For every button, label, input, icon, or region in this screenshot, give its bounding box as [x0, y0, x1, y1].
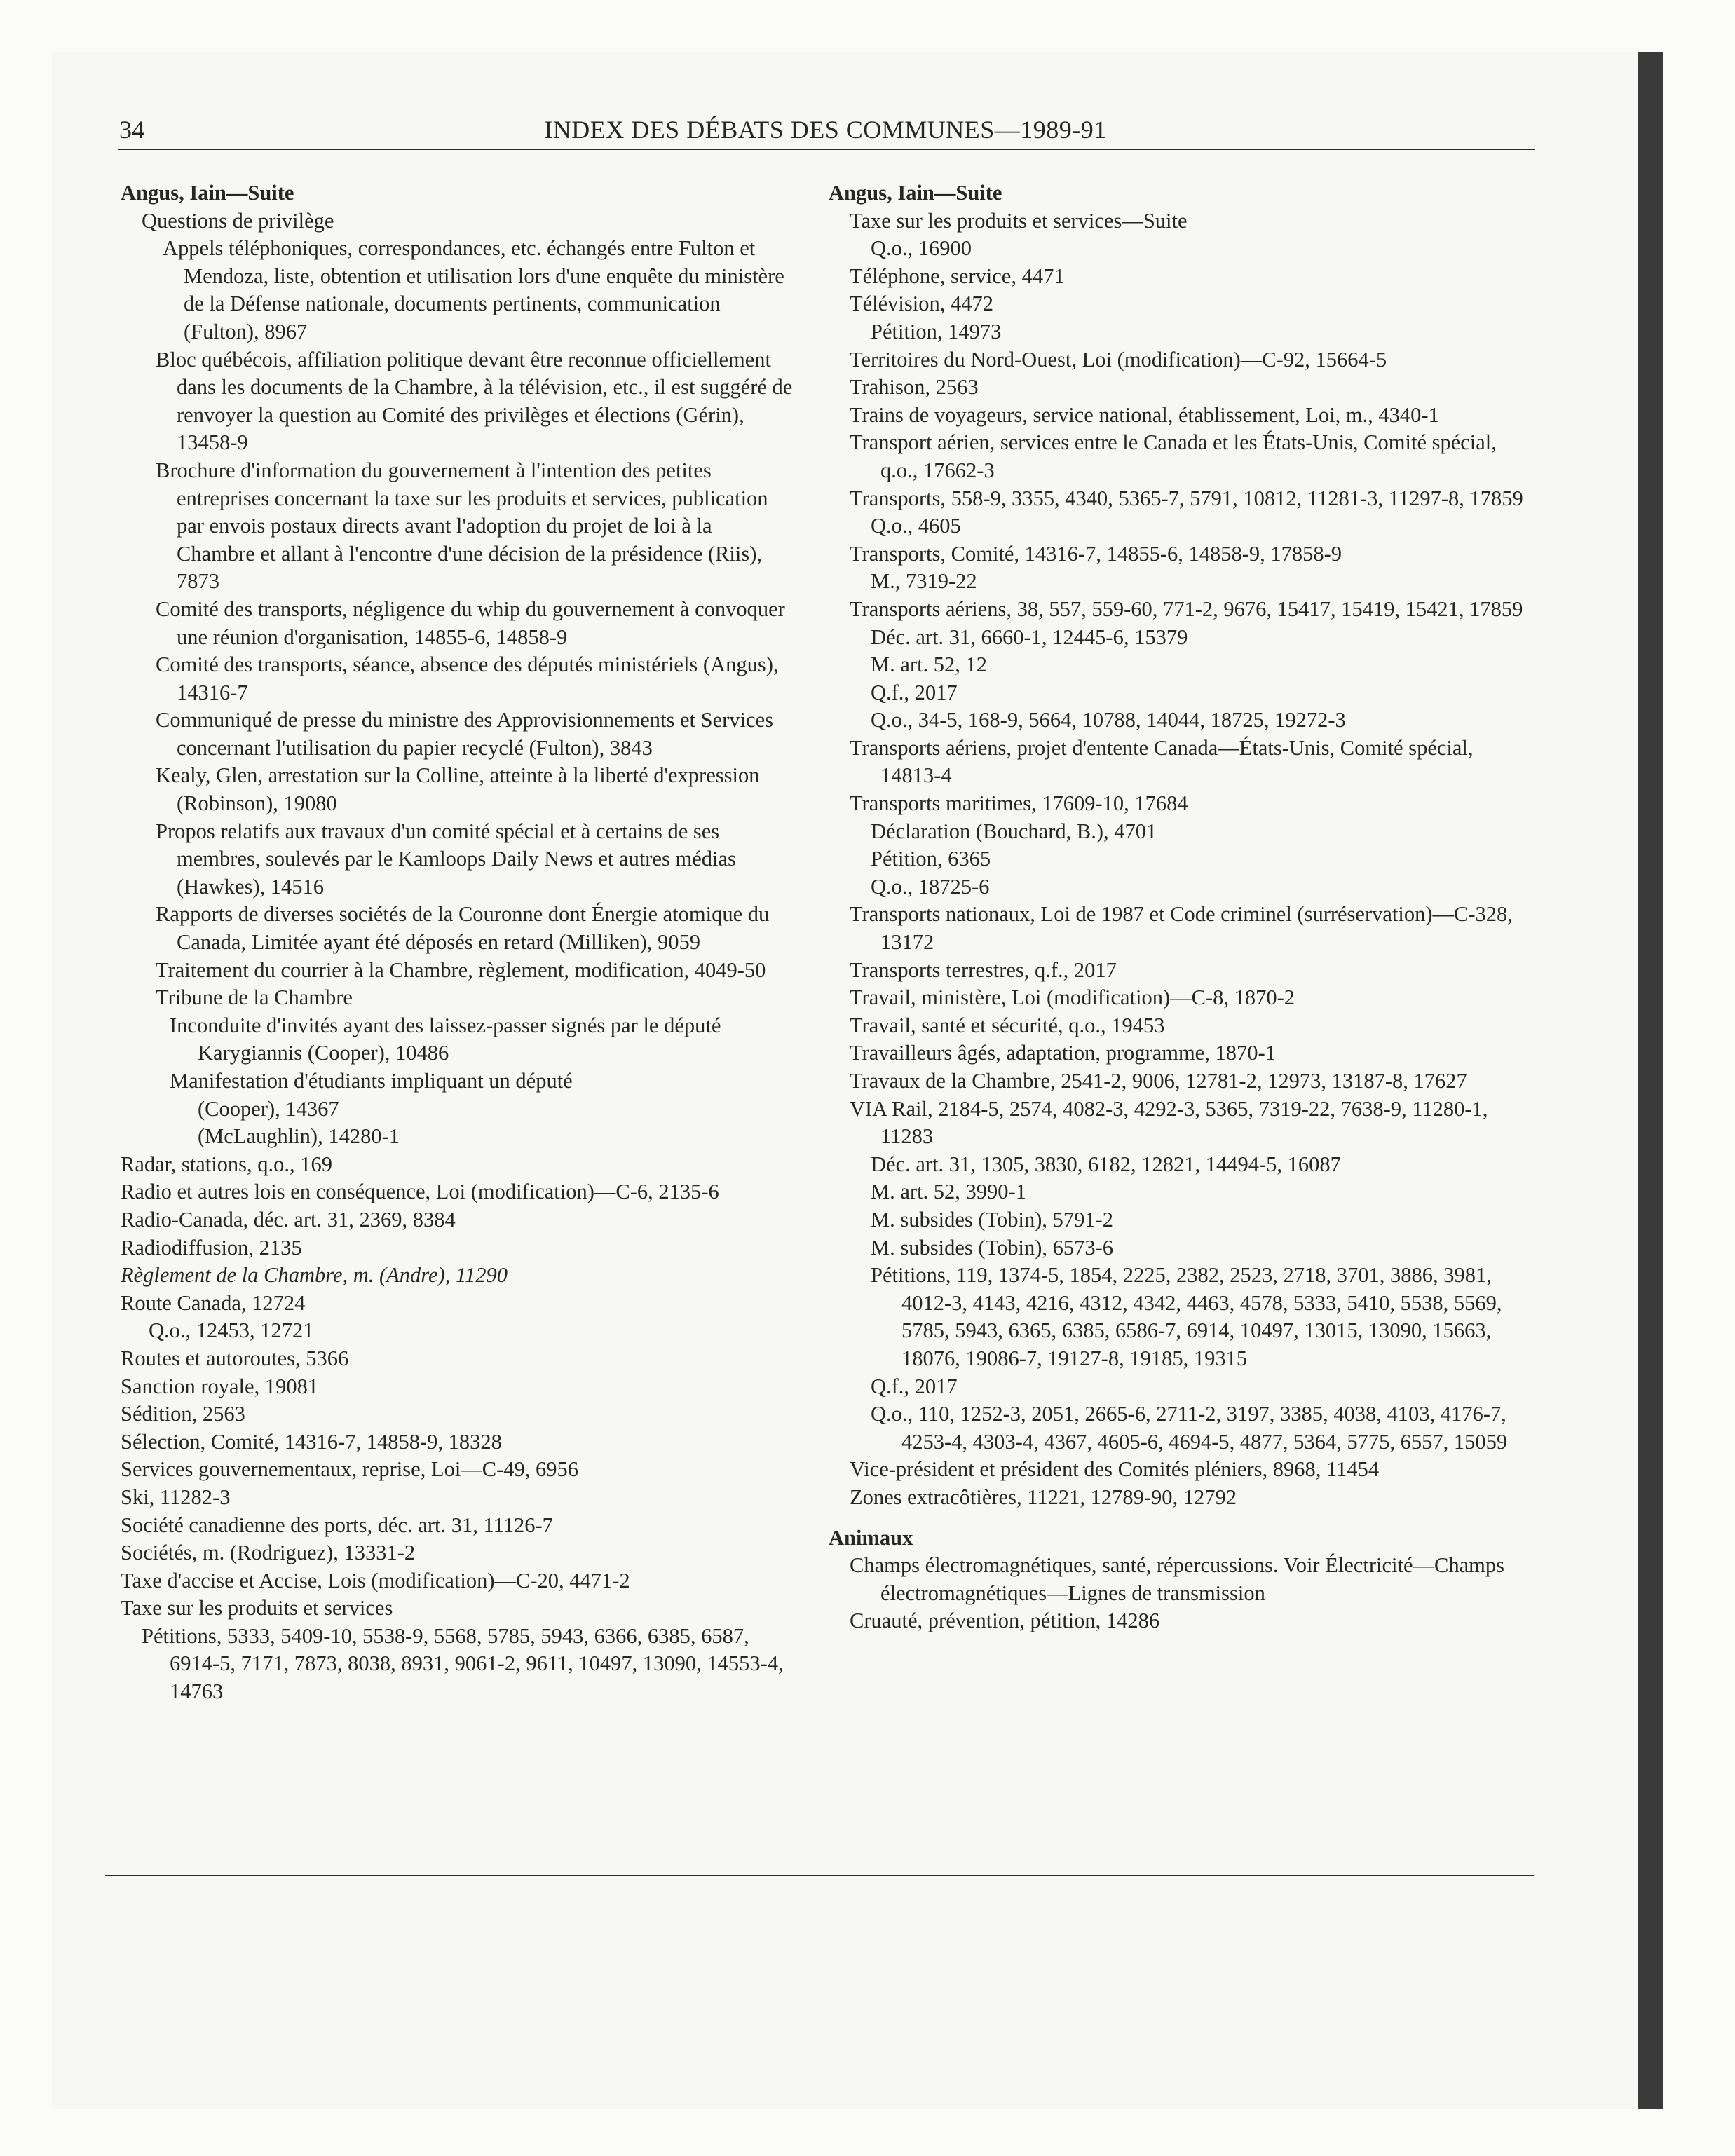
index-entry: Taxe d'accise et Accise, Lois (modification)—C-20, 4471-2: [121, 1568, 630, 1592]
index-entry: Radiodiffusion, 2135: [121, 1235, 302, 1260]
index-entry: Sanction royale, 19081: [121, 1374, 319, 1398]
index-entry: Déc. art. 31, 6660-1, 12445-6, 15379: [871, 625, 1188, 649]
index-heading: Angus, Iain—Suite: [121, 181, 294, 205]
running-title: INDEX DES DÉBATS DES COMMUNES—1989-91: [544, 116, 1107, 144]
section-spacer: [829, 1512, 1537, 1524]
index-entry: Déc. art. 31, 1305, 3830, 6182, 12821, 14494-5, 16087: [871, 1152, 1341, 1176]
index-entry: Q.o., 34-5, 168-9, 5664, 10788, 14044, 18725, 19272-3: [871, 708, 1346, 732]
index-entry: Pétitions, 119, 1374-5, 1854, 2225, 2382, 2523, 2718, 3701, 3886, 3981, 4012-3, 4143, 4216, 4312, 4342, 4463, 4578, 5333, 5410, 5538, 5569, 5785, 5943, 6365, 6385, 6586-7, 6914, 10497, 13015, 13090, 15663, 18076, 19086-7, 19127-8, 19185, 19315: [871, 1263, 1502, 1370]
index-heading: Animaux: [829, 1525, 913, 1550]
index-entry: Route Canada, 12724: [121, 1290, 306, 1315]
index-entry: Champs électromagnétiques, santé, répercussions. Voir Électricité—Champs électromagnétiques—Lignes de transmission: [850, 1553, 1504, 1605]
index-entry: Q.o., 18725-6: [871, 874, 990, 899]
index-entry: Transports, 558-9, 3355, 4340, 5365-7, 5791, 10812, 11281-3, 11297-8, 17859: [850, 486, 1523, 510]
index-entry: Taxe sur les produits et services—Suite: [850, 208, 1188, 233]
index-entry: Trahison, 2563: [850, 375, 979, 400]
index-entry: VIA Rail, 2184-5, 2574, 4082-3, 4292-3, 5365, 7319-22, 7638-9, 11280-1, 11283: [850, 1096, 1488, 1149]
index-entry: Bloc québécois, affiliation politique devant être reconnue officiellement dans les documents de la Chambre, à la télévision, etc., il est suggéré de renvoyer la question au Comité des privilèges et élections (Gérin), 13458-9: [156, 347, 793, 455]
index-entry: M. art. 52, 3990-1: [871, 1180, 1026, 1204]
index-entry: Q.o., 110, 1252-3, 2051, 2665-6, 2711-2, 3197, 3385, 4038, 4103, 4176-7, 4253-4, 4303-4, 4367, 4605-6, 4694-5, 4877, 5364, 5775, 6557, 15059: [871, 1402, 1508, 1454]
index-entry: Travailleurs âgés, adaptation, programme, 1870-1: [850, 1041, 1276, 1065]
index-entry: Sociétés, m. (Rodriguez), 13331-2: [121, 1541, 416, 1565]
index-column-right: [829, 179, 1537, 1635]
index-entry: Transports, Comité, 14316-7, 14855-6, 14858-9, 17858-9: [850, 541, 1342, 566]
index-entry: M., 7319-22: [871, 569, 977, 594]
index-entry: Comité des transports, séance, absence des députés ministériels (Angus), 14316-7: [156, 653, 779, 704]
index-entry: Pétition, 14973: [871, 319, 1002, 343]
index-entry: Radio et autres lois en conséquence, Loi (modification)—C-6, 2135-6: [121, 1180, 719, 1204]
index-entry: Transport aérien, services entre le Canada et les États-Unis, Comité spécial, q.o., 17662-3: [850, 430, 1497, 482]
index-entry: Transports aériens, 38, 557, 559-60, 771-2, 9676, 15417, 15419, 15421, 17859: [850, 596, 1523, 621]
index-entry: Trains de voyageurs, service national, établissement, Loi, m., 4340-1: [850, 402, 1439, 427]
index-entry: (McLaughlin), 14280-1: [198, 1124, 400, 1149]
index-entry: M. art. 52, 12: [871, 653, 988, 677]
index-entry: M. subsides (Tobin), 5791-2: [871, 1207, 1114, 1231]
index-heading: Angus, Iain—Suite: [829, 181, 1002, 205]
index-entry: Sédition, 2563: [121, 1402, 245, 1426]
index-entry: Q.f., 2017: [871, 1374, 958, 1398]
index-entry: Pétitions, 5333, 5409-10, 5538-9, 5568, 5785, 5943, 6366, 6385, 6587, 6914-5, 7171, 7873, 8038, 8931, 9061-2, 9611, 10497, 13090, 14553-4, 14763: [142, 1623, 784, 1704]
index-entry: Q.o., 12453, 12721: [149, 1318, 314, 1343]
index-entry: Taxe sur les produits et services: [121, 1596, 393, 1621]
index-entry: Services gouvernementaux, reprise, Loi—C-49, 6956: [121, 1457, 579, 1482]
page-header: [119, 111, 1532, 149]
index-entry: Transports nationaux, Loi de 1987 et Code criminel (surréservation)—C-328, 13172: [850, 902, 1513, 955]
index-entry: Travail, ministère, Loi (modification)—C-8, 1870-2: [850, 985, 1295, 1010]
scan-edge-shadow: [1638, 52, 1663, 2109]
index-entry: Transports maritimes, 17609-10, 17684: [850, 791, 1188, 816]
index-entry: Ski, 11282-3: [121, 1485, 231, 1509]
index-entry: Radio-Canada, déc. art. 31, 2369, 8384: [121, 1207, 456, 1231]
index-entry: Transports aériens, projet d'entente Canada—États-Unis, Comité spécial, 14813-4: [850, 735, 1474, 788]
index-entry: Cruauté, prévention, pétition, 14286: [850, 1609, 1160, 1633]
index-entry: Manifestation d'étudiants impliquant un député: [170, 1069, 573, 1093]
index-entry: Propos relatifs aux travaux d'un comité spécial et à certains de ses membres, soulevés par le Kamloops Daily News et autres médias (Hawkes), 14516: [156, 819, 736, 899]
footer-rule: [105, 1875, 1534, 1876]
index-column-left: [121, 179, 794, 1706]
index-entry: Tribune de la Chambre: [156, 985, 353, 1010]
index-entry: M. subsides (Tobin), 6573-6: [871, 1235, 1114, 1260]
index-entry: Questions de privilège: [142, 208, 334, 233]
index-entry: Routes et autoroutes, 5366: [121, 1346, 349, 1370]
index-entry: Q.f., 2017: [871, 680, 958, 704]
index-entry: Zones extracôtières, 11221, 12789-90, 12792: [850, 1485, 1237, 1509]
index-entry: Comité des transports, négligence du whip du gouvernement à convoquer une réunion d'organisation, 14855-6, 14858-9: [156, 596, 785, 649]
index-entry: Q.o., 16900: [871, 236, 972, 261]
index-entry: Transports terrestres, q.f., 2017: [850, 957, 1117, 982]
index-entry: Déclaration (Bouchard, B.), 4701: [871, 819, 1157, 843]
index-entry: Vice-président et président des Comités pléniers, 8968, 11454: [850, 1457, 1380, 1482]
index-entry: Règlement de la Chambre, m. (Andre), 11290: [121, 1263, 508, 1288]
index-entry: Société canadienne des ports, déc. art. 31, 11126-7: [121, 1513, 553, 1537]
index-entry: Inconduite d'invités ayant des laissez-passer signés par le député Karygiannis (Cooper), 10486: [170, 1013, 721, 1065]
index-entry: Appels téléphoniques, correspondances, etc. échangés entre Fulton et Mendoza, liste, obtention et utilisation lors d'une enquête du ministère de la Défense nationale, documents pertinents, communication (Fulton), 8967: [163, 236, 784, 343]
index-entry: Travaux de la Chambre, 2541-2, 9006, 12781-2, 12973, 13187-8, 17627: [850, 1069, 1467, 1093]
index-entry: Travail, santé et sécurité, q.o., 19453: [850, 1013, 1165, 1037]
index-entry: Brochure d'information du gouvernement à l'intention des petites entreprises concernant la taxe sur les produits et services, publication par envois postaux directs avant l'adoption du projet de loi à la Chambre et allant à l'encontre d'une décision de la présidence (Riis), 7873: [156, 458, 768, 594]
page-number: 34: [119, 116, 144, 144]
index-entry: Communiqué de presse du ministre des Approvisionnements et Services concernant l'utilisation du papier recyclé (Fulton), 3843: [156, 708, 773, 760]
index-entry: Radar, stations, q.o., 169: [121, 1152, 333, 1176]
index-entry: Pétition, 6365: [871, 847, 991, 871]
index-entry: Rapports de diverses sociétés de la Couronne dont Énergie atomique du Canada, Limitée ayant été déposés en retard (Milliken), 9059: [156, 902, 770, 955]
index-entry: Traitement du courrier à la Chambre, règlement, modification, 4049-50: [156, 957, 766, 982]
header-rule: [118, 149, 1535, 150]
index-entry: (Cooper), 14367: [198, 1096, 339, 1121]
index-entry: Téléphone, service, 4471: [850, 264, 1065, 288]
index-entry: Sélection, Comité, 14316-7, 14858-9, 18328: [121, 1429, 502, 1454]
index-entry: Q.o., 4605: [871, 514, 961, 538]
index-entry: Télévision, 4472: [850, 292, 993, 316]
index-entry: Territoires du Nord-Ouest, Loi (modification)—C-92, 15664-5: [850, 347, 1387, 371]
index-entry: Kealy, Glen, arrestation sur la Colline, atteinte à la liberté d'expression (Robinson), 19080: [156, 763, 760, 816]
